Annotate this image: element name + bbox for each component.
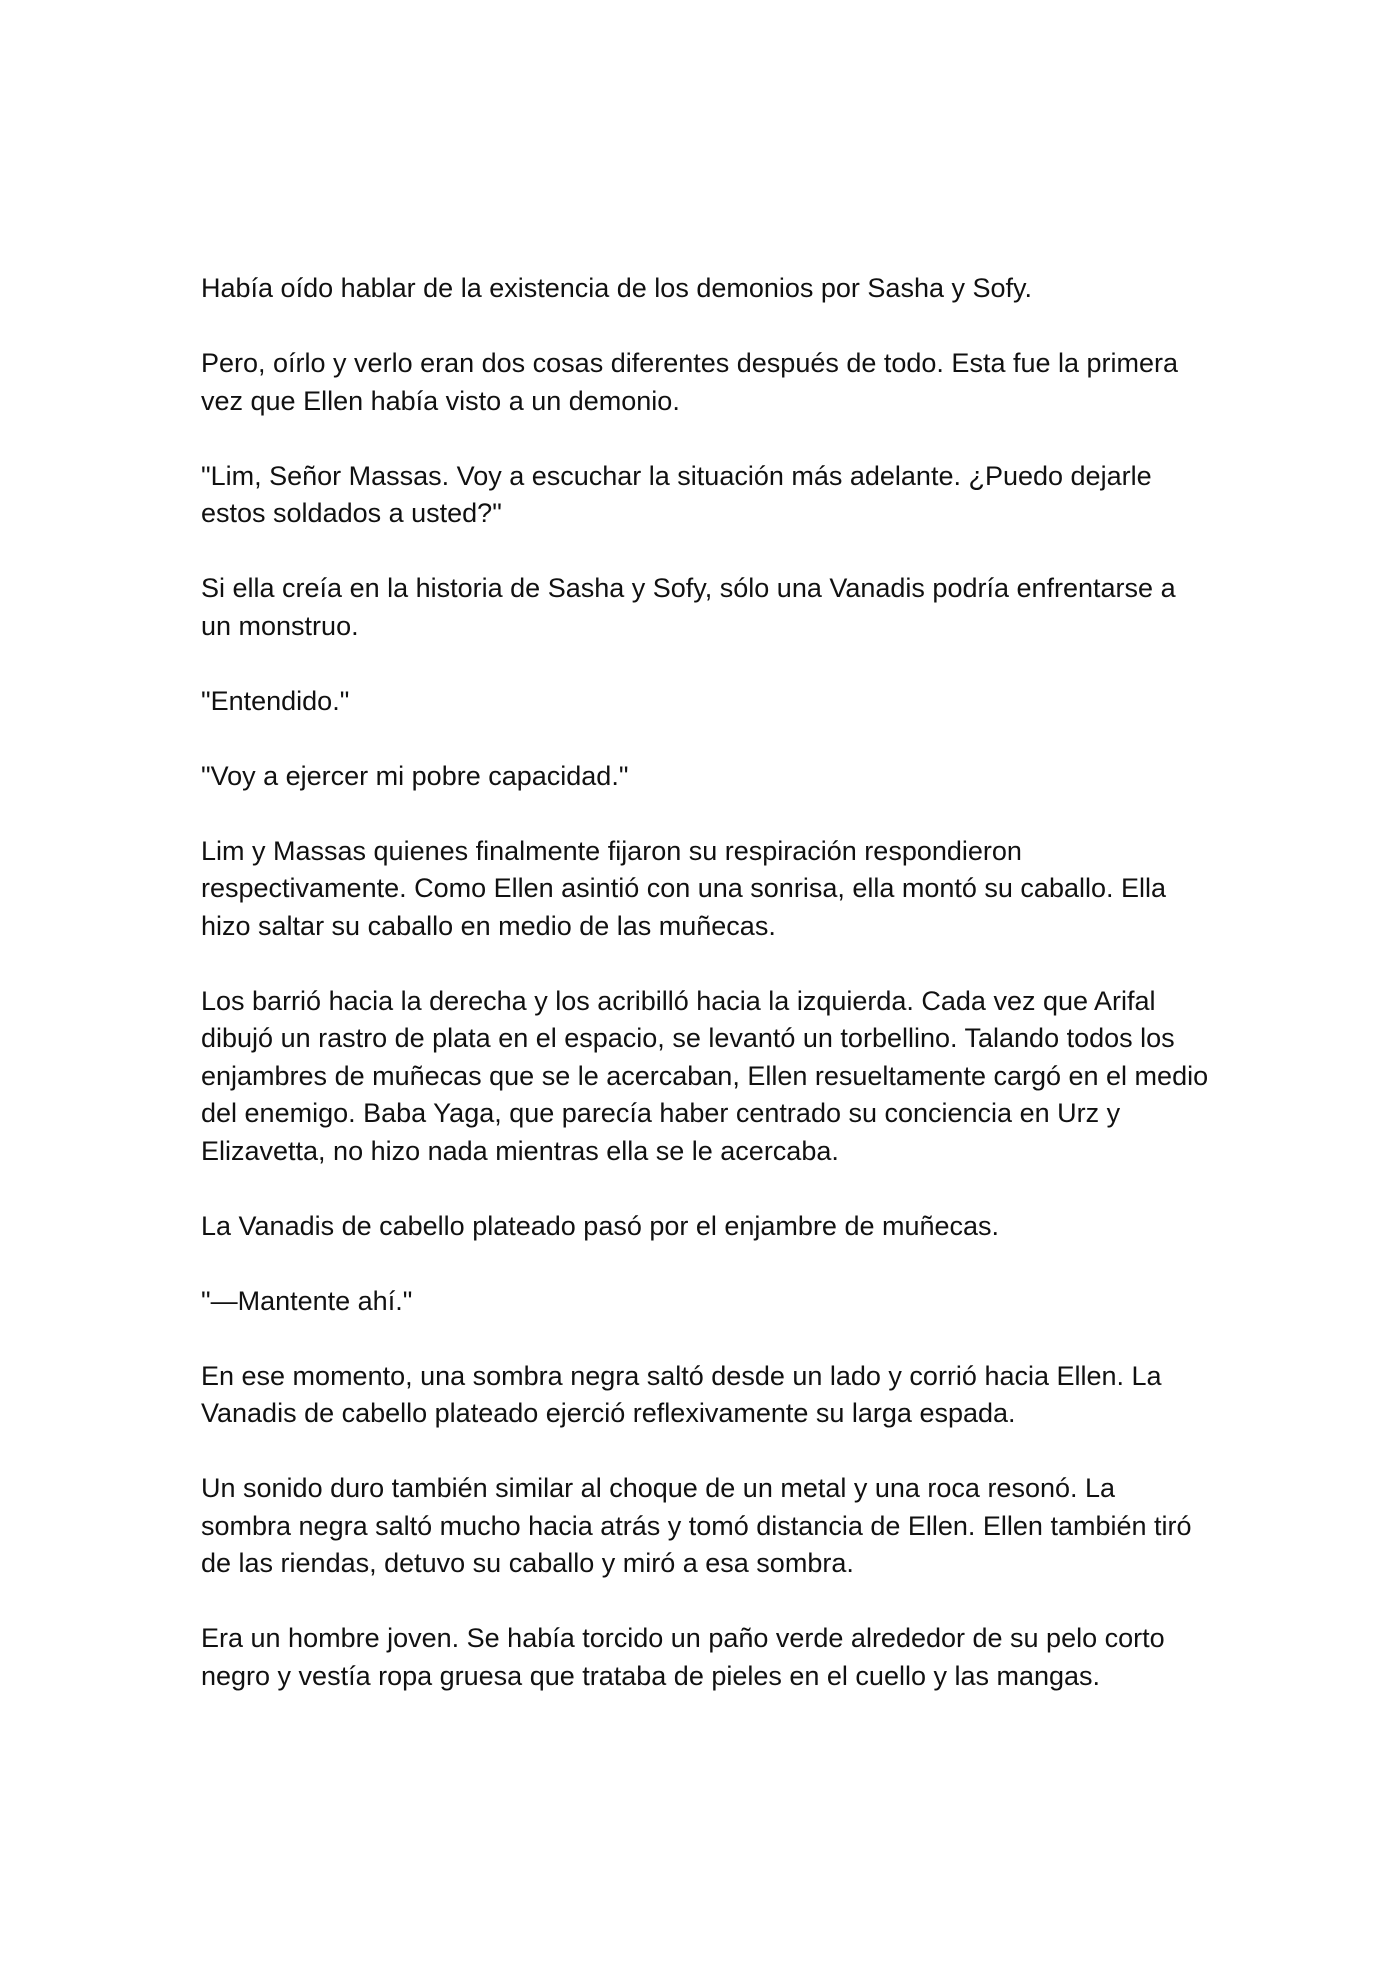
paragraph: Los barrió hacia la derecha y los acribilló hacia la izquierda. Cada vez que Arifal dibujó un rastro de plata en el espacio, se levantó un torbellino. Talando todos los enjambres de muñecas que se le acercaban, Ellen resueltamente cargó en el medio del enemigo. Baba Yaga, que parecía haber centrado su conciencia en Urz y Elizavetta, no hizo nada mientras ella se le acercaba. — [201, 985, 1209, 1166]
document-body — [201, 270, 1211, 1695]
paragraph: Pero, oírlo y verlo eran dos cosas diferentes después de todo. Esta fue la primera vez que Ellen había visto a un demonio. — [201, 348, 1179, 416]
paragraph: En ese momento, una sombra negra saltó desde un lado y corrió hacia Ellen. La Vanadis de cabello plateado ejerció reflexivamente su larga espada. — [201, 1360, 1162, 1428]
paragraph: "Lim, Señor Massas. Voy a escuchar la situación más adelante. ¿Puedo dejarle estos soldados a usted?" — [201, 460, 1152, 528]
paragraph: Lim y Massas quienes finalmente fijaron su respiración respondieron respectivamente. Como Ellen asintió con una sonrisa, ella montó su caballo. Ella hizo saltar su caballo en medio de las muñecas. — [201, 835, 1167, 941]
paragraph: Un sonido duro también similar al choque de un metal y una roca resonó. La sombra negra saltó mucho hacia atrás y tomó distancia de Ellen. Ellen también tiró de las riendas, detuvo su caballo y miró a esa sombra. — [201, 1473, 1192, 1578]
paragraph: "Entendido." — [201, 685, 350, 716]
paragraph: Si ella creía en la historia de Sasha y Sofy, sólo una Vanadis podría enfrentarse a un monstruo. — [201, 573, 1176, 641]
paragraph: "—Mantente ahí." — [201, 1285, 413, 1316]
paragraph: Era un hombre joven. Se había torcido un paño verde alrededor de su pelo corto negro y vestía ropa gruesa que trataba de pieles en el cuello y las mangas. — [201, 1623, 1165, 1691]
paragraph: "Voy a ejercer mi pobre capacidad." — [201, 760, 629, 791]
paragraph: La Vanadis de cabello plateado pasó por el enjambre de muñecas. — [201, 1210, 1000, 1241]
paragraph: Había oído hablar de la existencia de los demonios por Sasha y Sofy. — [201, 273, 1033, 303]
